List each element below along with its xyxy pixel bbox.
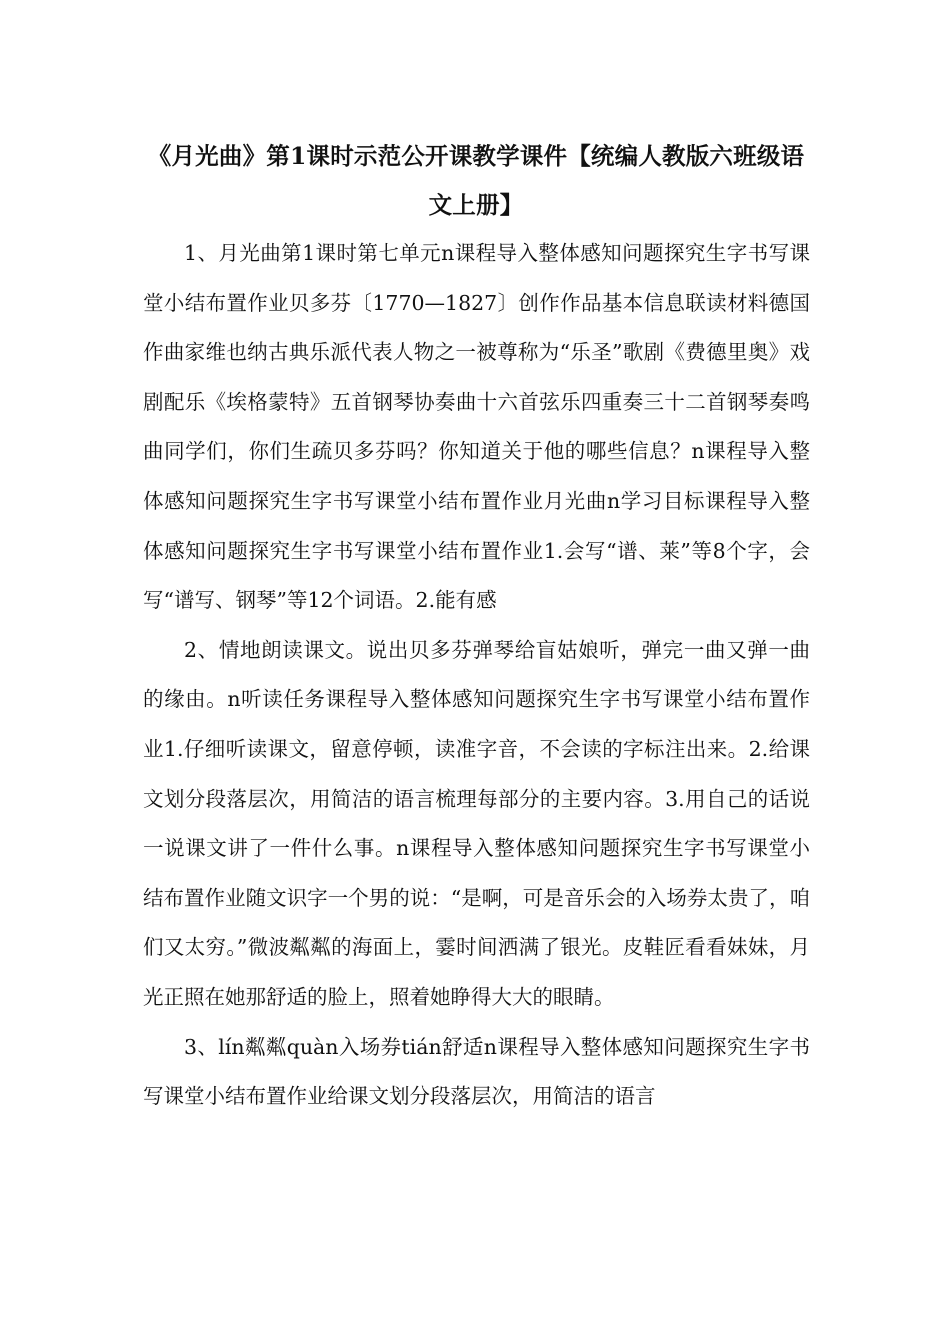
paragraph-3: 3、lín粼粼quàn入场券tián舒适n课程导入整体感知问题探究生字书写课堂小结布置作业给课文划分段落层次，用简洁的语言: [143, 1034, 810, 1109]
paragraph-2: 2、情地朗读课文。说出贝多芬弹琴给盲姑娘听，弹完一曲又弹一曲的缘由。n听读任务课程导入整体感知问题探究生字书写课堂小结布置作业1.仔细听读课文，留意停顿，读准字音，不会读的字标注出来。2.给课文划分段落层次，用简洁的语言梳理每部分的主要内容。3.用自己的话说一说课文讲了一件什么事。n课程导入整体感知问题探究生字书写课堂小结布置作业随文识字一个男的说：“是啊，可是音乐会的入场券太贵了，咱们又太穷。”微波粼粼的海面上，霎时间洒满了银光。皮鞋匠看看妹妹，月光正照在她那舒适的脸上，照着她睁得大大的眼睛。: [143, 637, 810, 1009]
paragraph-1: 1、月光曲第1课时第七单元n课程导入整体感知问题探究生字书写课堂小结布置作业贝多芬〔1770—1827〕创作作品基本信息联读材料德国作曲家维也纳古典乐派代表人物之一被尊称为“乐圣”歌剧《费德里奥》戏剧配乐《埃格蒙特》五首钢琴协奏曲十六首弦乐四重奏三十二首钢琴奏鸣曲同学们，你们生疏贝多芬吗？你知道关于他的哪些信息？n课程导入整体感知问题探究生字书写课堂小结布置作业月光曲n学习目标课程导入整体感知问题探究生字书写课堂小结布置作业1.会写“谱、莱”等8个字，会写“谱写、钢琴”等12个词语。2.能有感: [143, 241, 810, 613]
document-body: [143, 229, 810, 1122]
document-title: 《月光曲》第1课时示范公开课教学课件【统编人教版六班级语文上册】: [147, 142, 805, 219]
